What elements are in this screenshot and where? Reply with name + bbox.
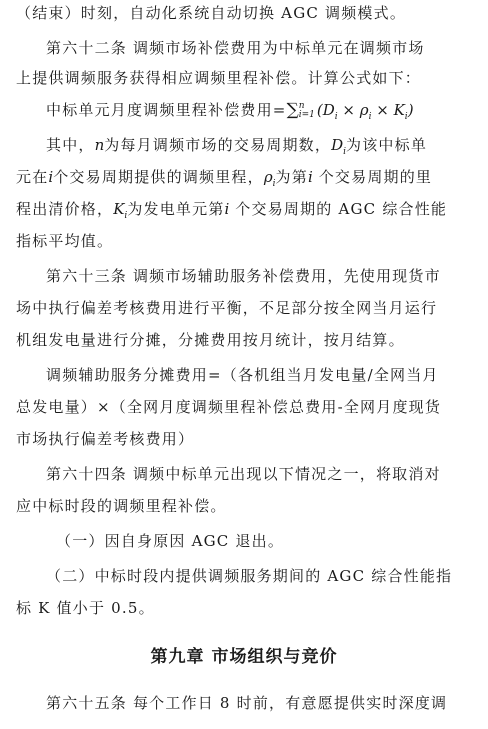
article-62-line-2: 上提供调频服务获得相应调频里程补偿。计算公式如下： <box>16 69 422 87</box>
text-span: 其中， <box>46 136 95 154</box>
article-64-line-1: 第六十四条 调频中标单元出现以下情况之一，将取消对 <box>46 465 441 483</box>
formula-sub-k: i <box>404 112 408 122</box>
allocation-formula-line-3: 市场执行偏差考核费用） <box>16 430 195 448</box>
var-i: i <box>224 200 230 218</box>
formula-sub-rho: i <box>368 112 372 122</box>
list-item: （二）中标时段内提供调频服务期间的 AGC 综合性能指 <box>46 567 453 585</box>
formula-sub-d: i <box>334 112 338 122</box>
article-62-line-1: 第六十二条 调频市场补偿费用为中标单元在调频市场 <box>46 39 425 57</box>
text-span: 为发电单元第 <box>127 200 225 218</box>
sum-upper: n <box>298 101 305 111</box>
var-k-sub: i <box>124 211 128 221</box>
var-i: i <box>307 168 313 186</box>
list-item-continued: 标 K 值小于 0.5。 <box>16 599 155 617</box>
chapter-heading: 第九章 市场组织与竞价 <box>150 647 338 667</box>
text-span: 个交易周期提供的调频里程， <box>53 168 264 186</box>
text-span: 为每月调频市场的交易周期数， <box>104 136 332 154</box>
sum-symbol: ∑ <box>286 100 299 120</box>
text-span: 元在 <box>16 168 49 186</box>
text-line: （结束）时刻，自动化系统自动切换 AGC 调频模式。 <box>16 4 407 22</box>
var-n: n <box>94 136 105 154</box>
var-rho-sub: i <box>272 179 276 189</box>
formula <box>286 100 414 122</box>
article-65-line-1: 第六十五条 每个工作日 8 时前，有意愿提供实时深度调 <box>46 694 448 712</box>
formula-expr-d: (D <box>316 101 335 119</box>
var-d: D <box>331 136 344 154</box>
text-line <box>0 134 488 163</box>
text-span: 为该中标单 <box>346 136 428 154</box>
text-line <box>0 166 488 195</box>
text-span: 个交易周期的 AGC 综合性能 <box>229 200 448 218</box>
sum-limits <box>299 102 315 120</box>
article-64-line-2: 应中标时段的调频里程补偿。 <box>16 497 227 515</box>
text-span: 为第 <box>275 168 308 186</box>
article-63-line-2: 场中执行偏差考核费用进行平衡，不足部分按全网当月运行 <box>16 299 438 317</box>
article-63-line-1: 第六十三条 调频市场辅助服务补偿费用，先使用现货市 <box>46 267 441 285</box>
text-span: 程出清价格， <box>16 200 114 218</box>
formula-label: 中标单元月度调频里程补偿费用= <box>46 101 287 119</box>
text-line <box>0 198 488 227</box>
var-k: K <box>113 200 125 218</box>
var-i: i <box>48 168 54 186</box>
var-d-sub: i <box>343 147 347 157</box>
var-rho: ρ <box>263 168 273 186</box>
text-span: 个交易周期的里 <box>312 168 433 186</box>
allocation-formula-line-1: 调频辅助服务分摊费用=（各机组当月发电量/全网当月 <box>46 366 439 384</box>
text-line: 指标平均值。 <box>16 232 114 250</box>
formula-expr-rho: × ρ <box>337 101 369 119</box>
article-63-line-3: 机组发电量进行分摊，分摊费用按月统计，按月结算。 <box>16 331 405 349</box>
sum-lower: i=1 <box>298 110 315 120</box>
formula-line <box>0 99 488 128</box>
allocation-formula-line-2: 总发电量）×（全网月度调频里程补偿总费用-全网月度现货 <box>16 398 442 416</box>
formula-close: ) <box>407 101 414 119</box>
formula-expr-k: × K <box>371 101 405 119</box>
list-item: （一）因自身原因 AGC 退出。 <box>56 532 285 550</box>
